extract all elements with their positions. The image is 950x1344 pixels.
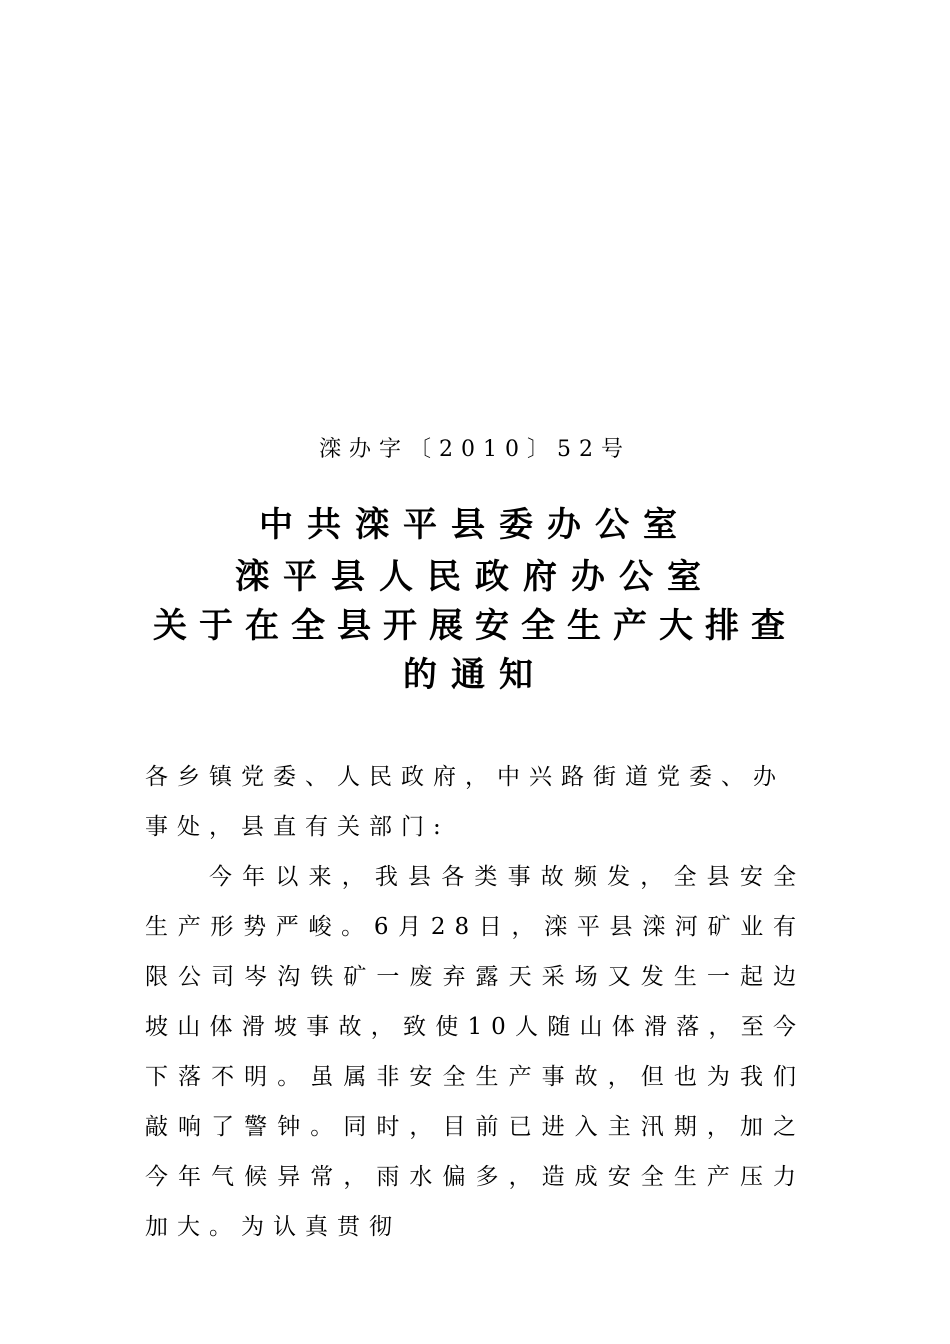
title-line-4: 的通知	[403, 655, 547, 695]
title-line-1: 中共滦平县委办公室	[259, 505, 691, 545]
body-paragraph: 今年以来，我县各类事故频发，全县安全生产形势严峻。6月28日，滦平县滦河矿业有限公司岑沟铁矿一废弃露天采场又发生一起边坡山体滑坡事故，致使10人随山体滑落，至今下落不明。虽属非安全生产事故，但也为我们敲响了警钟。同时，目前已进入主汛期，加之今年气候异常，雨水偏多，造成安全生产压力加大。为认真贯彻	[145, 864, 805, 1240]
title-line-3: 关于在全县开展安全生产大排查	[153, 606, 797, 646]
title-line-2: 滦平县人民政府办公室	[235, 557, 715, 597]
salutation: 各乡镇党委、人民政府，中兴路街道党委、办事处，县直有关部门:	[145, 764, 785, 840]
document-number: 滦办字〔2010〕52号	[319, 437, 631, 462]
